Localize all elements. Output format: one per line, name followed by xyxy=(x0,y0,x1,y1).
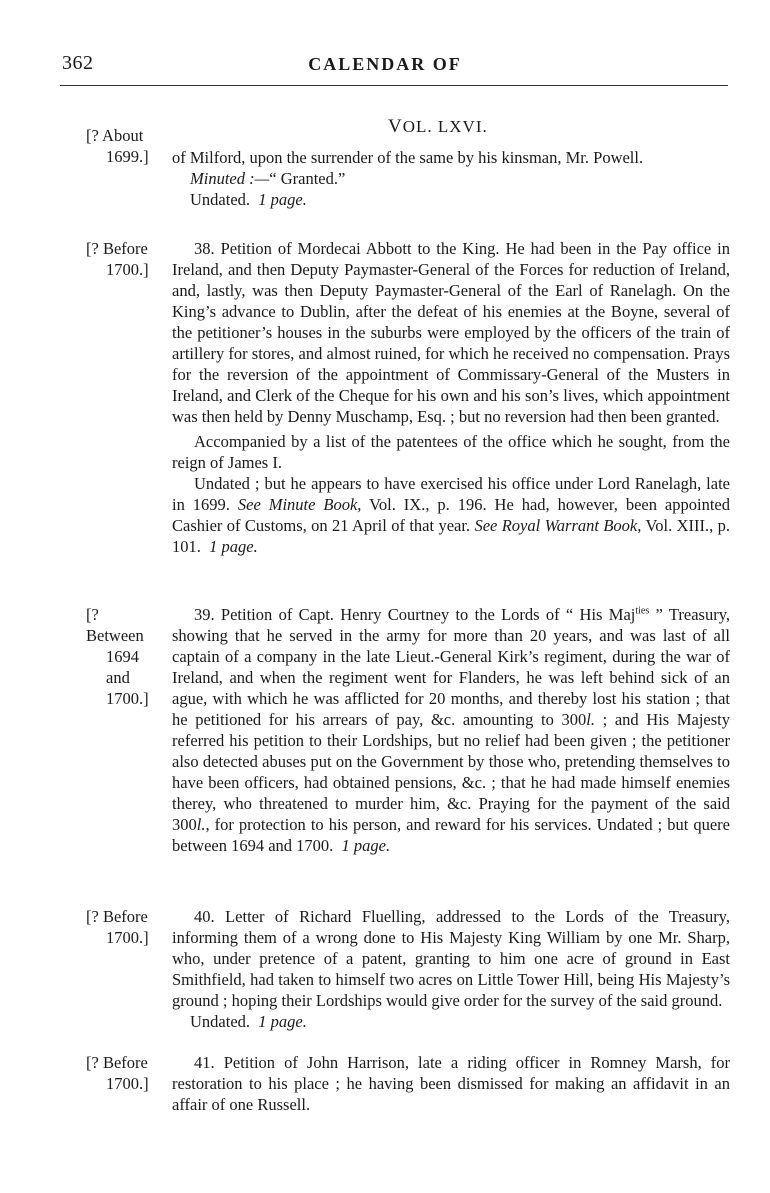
accompanied-text: Accompanied by a list of the patentees of the office which he sought, from the reign of James I. xyxy=(172,432,730,472)
margin-date-line: [? Before xyxy=(86,239,148,258)
volume-prefix: V xyxy=(388,116,403,137)
entry-text: of Milford, upon the surrender of the same by his kinsman, Mr. Powell. xyxy=(172,148,644,167)
volume-heading xyxy=(388,116,488,138)
entry-text: 41. Petition of John Harrison, late a riding officer in Romney Marsh, for restoration to his place ; he having been dismissed for making an affidavit in an affair of one Russell. xyxy=(172,1053,730,1114)
undated-label: Undated. xyxy=(190,1012,251,1031)
page-count: 1 page. xyxy=(209,537,258,556)
entry-body xyxy=(172,604,730,856)
minuted-label: Minuted :— xyxy=(190,169,270,188)
note-text xyxy=(172,473,730,557)
margin-date xyxy=(86,125,160,167)
margin-date-line: [? Between xyxy=(86,605,144,645)
margin-date xyxy=(86,1052,160,1094)
page-number: 362 xyxy=(62,52,94,74)
page-count: 1 page. xyxy=(341,836,391,855)
minuted-line xyxy=(172,168,730,189)
undated-line xyxy=(172,189,730,210)
margin-date-line: [? Before xyxy=(86,907,148,926)
text-part: ” Treasury, showing that he served in the army for more than 20 years, and was last of all captain of a company in the late Lieut.-General Kirk’s regiment, during the war of Ireland, and when the regiment went for Flanders, he was left behind sick of an ague, with which he was afflicted for 20 months, and thereby lost his station ; that he petitioned for his arrears of pay, &c. amounting to 300 xyxy=(172,605,730,729)
running-title: CALENDAR OF xyxy=(308,54,462,74)
minuted-text: “ Granted.” xyxy=(269,169,346,188)
undated-label: Undated. xyxy=(190,190,251,209)
entry-body xyxy=(172,147,730,210)
margin-date xyxy=(86,238,160,280)
ref-minute-book: See Minute Book, xyxy=(237,495,362,514)
pound-sign: l. xyxy=(586,710,595,729)
margin-date-line: 1700.] xyxy=(106,1074,149,1093)
margin-date-line: 1700.] xyxy=(106,260,149,279)
note-a: Undated ; but he appears to have exercised his office under Lord Ranelagh, late in 1699. xyxy=(172,474,730,514)
margin-date xyxy=(86,604,160,709)
entry-body xyxy=(172,906,730,1032)
text-part: , for protection to his person, and reward for his services. Undated ; but quere between 1694 and 1700. xyxy=(172,815,730,855)
pound-sign: l. xyxy=(196,815,206,834)
ref-warrant-text: Vol. XIII., p. 101. xyxy=(172,516,730,556)
superscript: ties xyxy=(635,605,650,617)
volume-rest: OL. LXVI. xyxy=(402,117,488,136)
margin-date xyxy=(86,906,160,948)
margin-date-line: 1694 and xyxy=(106,647,139,687)
entry-text xyxy=(172,604,730,856)
ref-minute-text: Vol. IX., p. 196. He had, however, been appointed Cashier of Customs, on 21 April of that year. xyxy=(172,495,731,535)
margin-date-line: 1700.] xyxy=(106,928,149,947)
text-part: 39. Petition of Capt. Henry Courtney to the Lords of “ His Maj xyxy=(194,605,636,624)
margin-date-line: 1700.] xyxy=(106,689,149,708)
margin-date-line: [? About xyxy=(86,126,144,145)
entry-text: 40. Letter of Richard Fluelling, addressed to the Lords of the Treasury, informing them of a wrong done to His Majesty King William by one Mr. Sharp, who, under pretence of a patent, granting to him one acre of ground in East Smithfield, had taken to himself two acres on Little Tower Hill, being His Majesty’s ground ; hoping their Lordships would give order for the survey of the said ground. xyxy=(172,907,730,1010)
page-count: 1 page. xyxy=(258,190,307,209)
margin-date-line: 1699.] xyxy=(106,147,149,166)
entry-body xyxy=(172,1052,730,1115)
entry-body xyxy=(172,238,730,557)
text-part: ; and His Majesty referred his petition to their Lordships, but no relief had been given ; the petitioner also detected abuses put on the Government by those who, pretending themselves to have been officers, had obtained pensions, &c. ; that he had made himself enemies therey, who threatened to murder him, &c. Praying for the payment of the said 300 xyxy=(172,710,730,834)
margin-date-line: [? Before xyxy=(86,1053,148,1072)
header-rule xyxy=(60,85,728,86)
undated-line xyxy=(172,1011,730,1032)
page-count: 1 page. xyxy=(258,1012,307,1031)
entry-text: 38. Petition of Mordecai Abbott to the King. He had been in the Pay office in Ireland, and then Deputy Paymaster-General of the Forces for reduction of Ireland, and, lastly, was then Deputy Paymaster-General of the Earl of Ranelagh. On the King’s advance to Dublin, after the defeat of his enemies at the Boyne, several of the petitioner’s houses in the suburbs were employed by the officers of the train of artillery for stores, and almost ruined, for which he received no compensation. Prays for the reversion of the appointment of Commissary-General of the Musters in Ireland, and Clerk of the Cheque for his own and his son’s lives, which appointment was then held by Denny Muschamp, Esq. ; but no reversion had then been granted. xyxy=(172,239,730,426)
ref-warrant-book: See Royal Warrant Book, xyxy=(474,516,642,535)
